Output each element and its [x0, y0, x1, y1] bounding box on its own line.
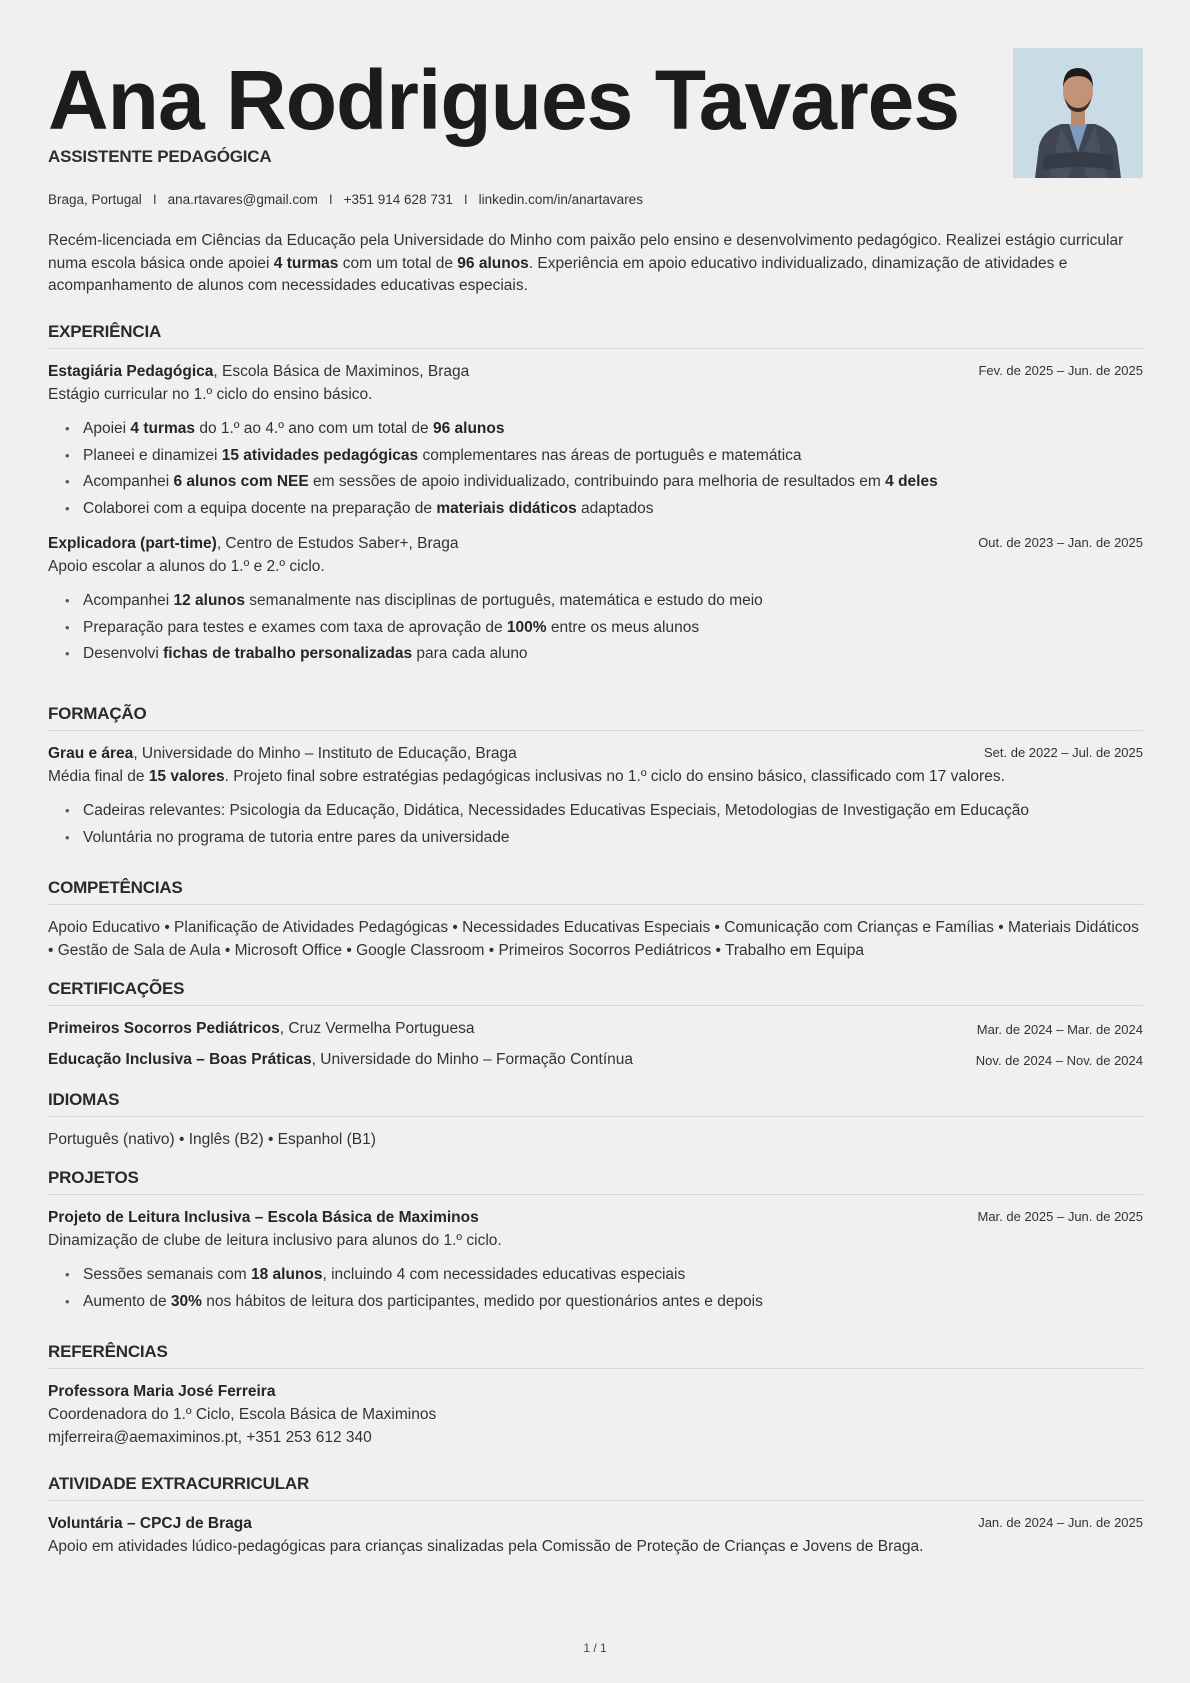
- entry-degree: Grau e área: [48, 745, 134, 762]
- bullet-item: • Aumento de 30% nos hábitos de leitura dos participantes, medido por questionários antes e depois: [48, 1289, 1143, 1316]
- skills-list: Apoio Educativo • Planificação de Atividades Pedagógicas • Necessidades Educativas Especiais • Comunicação com Crianças e Famílias • Materiais Didáticos • Gestão de Sala de Aula • Microsoft Office • Google Classroom • Primeiros Socorros Pediátricos • Trabalho em Equipa: [48, 919, 1139, 959]
- bullet-item: • Preparação para testes e exames com taxa de aprovação de 100% entre os meus alunos: [48, 615, 1143, 642]
- section-title: EXPERIÊNCIA: [48, 322, 1143, 349]
- section-title: CERTIFICAÇÕES: [48, 979, 1143, 1006]
- bullet-list: [48, 1262, 1143, 1315]
- certifications-section: [48, 979, 1143, 1071]
- bullet-item: • Voluntária no programa de tutoria entre pares da universidade: [48, 825, 1143, 852]
- contact-line: [48, 192, 643, 207]
- separator: I: [463, 192, 468, 207]
- entry-date: Mar. de 2025 – Jun. de 2025: [977, 1209, 1143, 1224]
- entry-org: , Escola Básica de Maximinos, Braga: [213, 363, 470, 380]
- cert-date: Mar. de 2024 – Mar. de 2024: [976, 1022, 1143, 1037]
- profile-summary: [48, 230, 1143, 298]
- entry-role: Estagiária Pedagógica: [48, 363, 214, 380]
- linkedin-link[interactable]: linkedin.com/in/anartavares: [478, 192, 643, 207]
- entry-role: Explicadora (part-time): [48, 535, 217, 552]
- experience-section: [48, 322, 1143, 668]
- bullet-item: • Cadeiras relevantes: Psicologia da Educação, Didática, Necessidades Educativas Especiais, Metodologias de Investigação em Educação: [48, 798, 1143, 825]
- person-photo-icon: [1013, 48, 1143, 178]
- cert-issuer: , Cruz Vermelha Portuguesa: [279, 1020, 475, 1037]
- summary-text: . Experiência em apoio educativo individualizado, dinamização de atividades e acompanhamento de alunos com necessidades educativas especiais.: [48, 254, 1068, 294]
- summary-text: com um total de: [338, 254, 458, 272]
- entry-description: Estágio curricular no 1.º ciclo do ensino básico.: [48, 386, 373, 403]
- cert-issuer: , Universidade do Minho – Formação Contínua: [311, 1051, 634, 1068]
- reference-entry: [48, 1381, 1143, 1449]
- entry-org: , Centro de Estudos Saber+, Braga: [216, 535, 459, 552]
- bullet-item: • Acompanhei 12 alunos semanalmente nas disciplinas de português, matemática e estudo do meio: [48, 588, 1143, 615]
- bullet-list: [48, 798, 1143, 851]
- project-name: Projeto de Leitura Inclusiva – Escola Básica de Maximinos: [48, 1209, 479, 1226]
- experience-entry: [48, 533, 1143, 668]
- section-title: IDIOMAS: [48, 1090, 1143, 1117]
- phone: +351 914 628 731: [343, 192, 453, 207]
- certification-item: [48, 1018, 1143, 1040]
- job-title: ASSISTENTE PEDAGÓGICA: [48, 147, 272, 166]
- experience-entry: [48, 361, 1143, 522]
- candidate-name: Ana Rodrigues Tavares: [48, 53, 960, 147]
- education-section: [48, 704, 1143, 851]
- entry-description: Apoio escolar a alunos do 1.º e 2.º ciclo.: [48, 558, 325, 575]
- summary-highlight: 96 alunos: [457, 254, 529, 272]
- cert-date: Nov. de 2024 – Nov. de 2024: [975, 1053, 1143, 1068]
- bullet-item: • Colaborei com a equipa docente na preparação de materiais didáticos adaptados: [48, 496, 1143, 523]
- cert-name: Primeiros Socorros Pediátricos: [48, 1020, 280, 1037]
- separator: I: [328, 192, 333, 207]
- profile-photo: [1013, 48, 1143, 178]
- separator: I: [152, 192, 157, 207]
- reference-name: Professora Maria José Ferreira: [48, 1383, 276, 1400]
- section-title: FORMAÇÃO: [48, 704, 1143, 731]
- section-title: ATIVIDADE EXTRACURRICULAR: [48, 1474, 1143, 1501]
- skills-section: [48, 878, 1143, 962]
- entry-date: Jan. de 2024 – Jun. de 2025: [978, 1515, 1143, 1530]
- entry-date: Out. de 2023 – Jan. de 2025: [978, 535, 1143, 550]
- email-link[interactable]: ana.rtavares@gmail.com: [167, 192, 318, 207]
- education-entry: [48, 743, 1143, 851]
- entry-date: Set. de 2022 – Jul. de 2025: [983, 745, 1143, 760]
- extracurricular-section: [48, 1474, 1143, 1558]
- languages-section: [48, 1090, 1143, 1152]
- bullet-item: • Desenvolvi fichas de trabalho personalizadas para cada aluno: [48, 641, 1143, 668]
- bullet-list: [48, 588, 1143, 668]
- reference-contact: mjferreira@aemaximinos.pt, +351 253 612 340: [48, 1429, 372, 1446]
- entry-date: Fev. de 2025 – Jun. de 2025: [978, 363, 1143, 378]
- entry-description: Apoio em atividades lúdico-pedagógicas para crianças sinalizadas pela Comissão de Proteção de Crianças e Jovens de Braga.: [48, 1538, 924, 1555]
- project-entry: [48, 1207, 1143, 1315]
- page-number: 1 / 1: [583, 1641, 607, 1655]
- certification-item: [48, 1049, 1143, 1071]
- bullet-item: • Acompanhei 6 alunos com NEE em sessões de apoio individualizado, contribuindo para melhoria de resultados em 4 deles: [48, 469, 1143, 496]
- cert-name: Educação Inclusiva – Boas Práticas: [48, 1051, 312, 1068]
- activity-role: Voluntária – CPCJ de Braga: [48, 1515, 252, 1532]
- bullet-item: • Apoiei 4 turmas do 1.º ao 4.º ano com um total de 96 alunos: [48, 416, 1143, 443]
- entry-description: Média final de 15 valores. Projeto final sobre estratégias pedagógicas inclusivas no 1.º ciclo do ensino básico, classificado com 17 valores.: [48, 768, 1005, 785]
- bullet-item: • Planeei e dinamizei 15 atividades pedagógicas complementares nas áreas de português e matemática: [48, 443, 1143, 470]
- location: Braga, Portugal: [48, 192, 142, 207]
- projects-section: [48, 1168, 1143, 1315]
- entry-description: Dinamização de clube de leitura inclusivo para alunos do 1.º ciclo.: [48, 1232, 502, 1249]
- bullet-list: [48, 416, 1143, 522]
- section-title: COMPETÊNCIAS: [48, 878, 1143, 905]
- bullet-item: • Sessões semanais com 18 alunos, incluindo 4 com necessidades educativas especiais: [48, 1262, 1143, 1289]
- references-section: [48, 1342, 1143, 1449]
- entry-institution: , Universidade do Minho – Instituto de Educação, Braga: [133, 745, 517, 762]
- extracurricular-entry: [48, 1513, 1143, 1558]
- reference-position: Coordenadora do 1.º Ciclo, Escola Básica de Maximinos: [48, 1406, 437, 1423]
- languages-list: Português (nativo) • Inglês (B2) • Espanhol (B1): [48, 1131, 376, 1148]
- summary-highlight: 4 turmas: [273, 254, 339, 272]
- section-title: PROJETOS: [48, 1168, 1143, 1195]
- summary-text: Recém-licenciada em Ciências da Educação pela Universidade do Minho com paixão pelo ensino e desenvolvimento pedagógico. Realizei estágio curricular numa escola básica onde apoiei: [48, 232, 1124, 272]
- section-title: REFERÊNCIAS: [48, 1342, 1143, 1369]
